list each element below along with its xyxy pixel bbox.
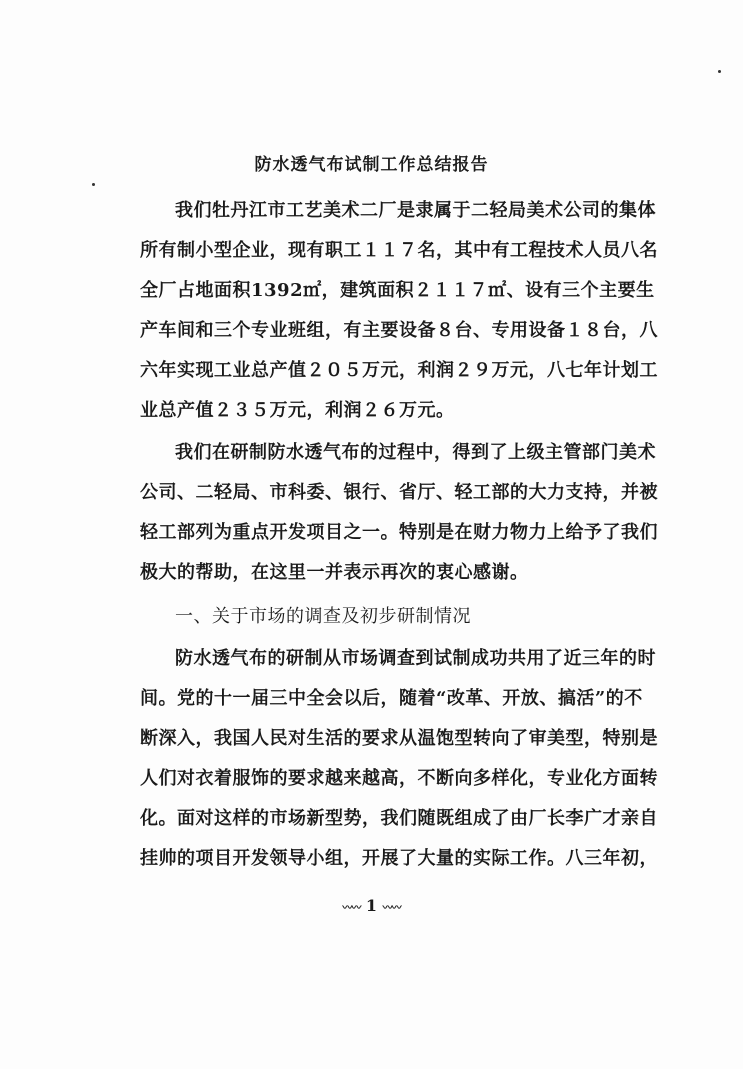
paragraph-line: 所有制小型企业，现有职工１１７名，其中有工程技术人员八名 (140, 240, 658, 261)
paragraph-line: 轻工部列为重点开发项目之一。特别是在财力物力上给予了我们 (140, 522, 658, 543)
paragraph-line: 人们对衣着服饰的要求越来越高，不断向多样化，专业化方面转 (140, 768, 658, 789)
paragraph-line: 挂帅的项目开发领导小组，开展了大量的实际工作。八三年初， (140, 848, 658, 869)
paragraph-line: 六年实现工业总产值２０５万元，利润２９万元，八七年计划工 (140, 360, 658, 381)
page-number-ornament-left: 〰〰 (342, 903, 361, 914)
scan-speck (92, 183, 95, 186)
page-number (0, 896, 743, 915)
paragraph-line: 极大的帮助，在这里一并表示再次的衷心感谢。 (140, 562, 529, 583)
paragraph-line: 业总产值２３５万元，利润２６万元。 (140, 400, 455, 421)
paragraph-line: 断深入，我国人民对生活的要求从温饱型转向了审美型，特别是 (140, 728, 658, 749)
paragraph-line: 公司、二轻局、市科委、银行、省厅、轻工部的大力支持，并被 (140, 482, 658, 503)
paragraph-line: 化。面对这样的市场新型势，我们随既组成了由厂长李广才亲自 (140, 808, 658, 829)
paragraph-line: 防水透气布的研制从市场调查到试制成功共用了近三年的时 (175, 648, 656, 669)
paragraph-line: 全厂占地面积1392㎡，建筑面积２１１７㎡、设有三个主要生 (140, 280, 655, 301)
page-number-ornament-right: 〰〰 (382, 903, 401, 914)
section-heading: 一、关于市场的调查及初步研制情况 (175, 606, 471, 627)
document-title: 防水透气布试制工作总结报告 (254, 155, 489, 175)
paragraph-line: 我们牡丹江市工艺美术二厂是隶属于二轻局美术公司的集体 (175, 200, 656, 221)
scan-speck (718, 70, 721, 73)
paragraph-line: 间。党的十一届三中全会以后，随着“改革、开放、搞活”的不 (140, 688, 643, 709)
page-number-value: 1 (365, 896, 378, 915)
paragraph-line: 产车间和三个专业班组，有主要设备８台、专用设备１８台，八 (140, 320, 658, 341)
paragraph-line: 我们在研制防水透气布的过程中，得到了上级主管部门美术 (175, 442, 656, 463)
